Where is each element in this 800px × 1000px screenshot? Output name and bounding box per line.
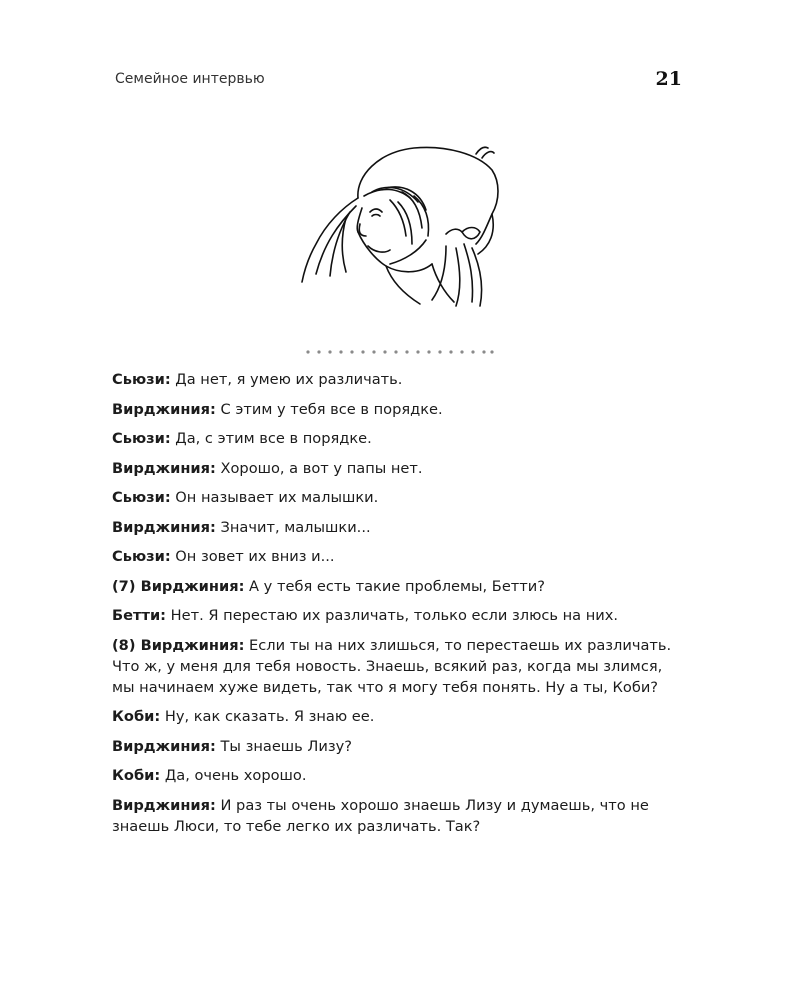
line-text: Нет. Я перестаю их различать, только если злюсь на них.: [166, 607, 619, 624]
line-text: Если ты на них злишься, то перестаешь их различать. Что ж, у меня для тебя новость. Знаешь, всякий раз, когда мы злимся, мы начинаем хуже видеть, так что я могу тебя понять. Ну а ты, Коби?: [112, 636, 672, 696]
speaker-name: (8) Вирджиния:: [112, 636, 245, 654]
dialogue-line: [112, 428, 688, 449]
speaker-name: Вирджиния:: [112, 400, 216, 418]
line-text: Он называет их малышки.: [170, 489, 379, 506]
speaker-name: Сьюзи:: [112, 548, 171, 565]
dialogue-line: [112, 369, 688, 390]
running-head: Семейное интервью: [115, 71, 265, 87]
dialogue-line: [112, 399, 688, 420]
line-text: И раз ты очень хорошо знаешь Лизу и думаешь, что не знаешь Люси, то тебе легко их различать. Так?: [112, 796, 649, 835]
section-divider-dots: [305, 349, 495, 355]
page-number: 21: [655, 68, 682, 90]
speaker-name: Вирджиния:: [112, 518, 216, 536]
speaker-name: Вирджиния:: [112, 737, 216, 755]
line-text: Он зовет их вниз и...: [170, 548, 335, 565]
dialogue-line: [112, 546, 688, 567]
line-text: Хорошо, а вот у папы нет.: [215, 459, 423, 477]
dialogue-line: [112, 765, 688, 786]
line-text: Ты знаешь Лизу?: [215, 737, 352, 755]
line-text: Ну, как сказать. Я знаю ее.: [160, 708, 375, 725]
line-text: Да, очень хорошо.: [160, 767, 307, 784]
line-text: Да, с этим все в порядке.: [170, 430, 372, 447]
speaker-name: Коби:: [112, 767, 161, 784]
line-text: Значит, малышки...: [215, 518, 371, 536]
line-text: Да нет, я умею их различать.: [170, 371, 403, 388]
speaker-name: Вирджиния:: [112, 796, 216, 814]
speaker-name: Бетти:: [112, 607, 166, 624]
speaker-name: (7) Вирджиния:: [112, 577, 245, 595]
dialogue-line: [112, 635, 688, 698]
dialogue-line: [112, 487, 688, 508]
line-text: А у тебя есть такие проблемы, Бетти?: [244, 577, 546, 595]
dialogue-line: [112, 795, 688, 837]
dialogue-body: [112, 369, 688, 845]
dialogue-line: [112, 736, 688, 757]
dialogue-line: [112, 605, 688, 626]
speaker-name: Коби:: [112, 708, 161, 725]
speaker-name: Вирджиния:: [112, 459, 216, 477]
dialogue-line: [112, 576, 688, 597]
speaker-name: Сьюзи:: [112, 489, 171, 506]
girl-sketch-illustration: [286, 136, 506, 311]
dialogue-line: [112, 517, 688, 538]
dialogue-line: [112, 706, 688, 727]
dialogue-line: [112, 458, 688, 479]
speaker-name: Сьюзи:: [112, 371, 171, 388]
speaker-name: Сьюзи:: [112, 430, 171, 447]
line-text: С этим у тебя все в порядке.: [215, 400, 443, 418]
